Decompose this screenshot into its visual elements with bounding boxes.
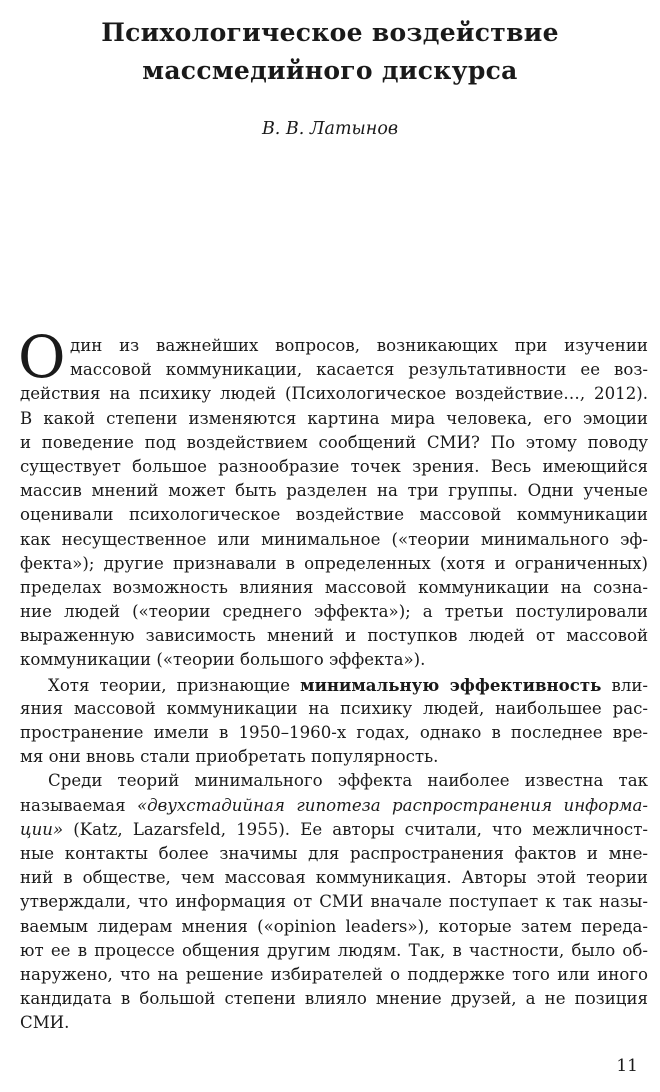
text-line xyxy=(20,673,648,697)
title-line-2: массмедийного дискурса xyxy=(142,56,518,85)
paragraph-1 xyxy=(18,323,648,673)
text-run: (Katz, Lazarsfeld, 1955). Ее авторы считали, что межличност- xyxy=(63,819,648,839)
text-line: наружено, что на решение избирателей о поддержке того или иного xyxy=(20,964,648,984)
text-line: массив мнений может быть разделен на три группы. Одни ученые xyxy=(20,481,648,501)
emphasis-italic: ции» xyxy=(20,819,64,839)
text-line: существует большое разнообразие точек зрения. Весь имеющийся xyxy=(20,456,648,476)
text-line: фекта»); другие признавали в определенных (хотя и ограниченных) xyxy=(20,553,648,573)
text-line: СМИ. xyxy=(20,1013,70,1033)
text-line: дин из важнейших вопросов, возникающих при изучении xyxy=(70,336,648,355)
text-line: яния массовой коммуникации на психику людей, наибольшее рас- xyxy=(20,698,648,718)
text-line: ваемым лидерам мнения («opinion leaders»), которые затем переда- xyxy=(20,916,648,936)
text-line: утверждали, что информация от СМИ вначале поступает к так назы- xyxy=(20,892,648,912)
paragraph-3 xyxy=(20,769,648,1035)
text-line xyxy=(20,818,648,842)
text-run: называемая xyxy=(20,795,137,815)
text-line xyxy=(20,794,648,818)
emphasis-italic: «двухстадийная гипотеза распространения информа- xyxy=(136,795,648,815)
text-line: выраженную зависимость мнений и поступков людей от массовой xyxy=(20,626,648,646)
text-line: пределах возможность влияния массовой коммуникации на созна- xyxy=(20,577,648,597)
title-line-1: Психологическое воздействие xyxy=(101,18,559,47)
text-line: массовой коммуникации, касается результативности ее воз- xyxy=(70,360,648,380)
emphasis-bold: минимальную эффективность xyxy=(300,674,602,695)
text-line: мя они вновь стали приобретать популярность. xyxy=(20,747,439,767)
text-line: оценивали психологическое воздействие массовой коммуникации xyxy=(20,505,648,525)
article-body xyxy=(18,323,648,1035)
text-run: вли- xyxy=(601,675,648,695)
text-line: В какой степени изменяются картина мира человека, его эмоции xyxy=(20,408,648,428)
text-line: действия на психику людей (Психологическое воздействие…, 2012). xyxy=(20,384,648,404)
text-line: ний в обществе, чем массовая коммуникация. Авторы этой теории xyxy=(20,868,648,888)
text-run: Хотя теории, признающие xyxy=(48,675,301,695)
text-line: ют ее в процессе общения другим людям. Так, в частности, было об- xyxy=(20,940,648,960)
text-line: ные контакты более значимы для распространения фактов и мне- xyxy=(20,843,648,863)
page-number: 11 xyxy=(616,1056,638,1076)
text-line: ние людей («теории среднего эффекта»); а третьи постулировали xyxy=(20,602,648,622)
text-line: Среди теорий минимального эффекта наиболее известна так xyxy=(48,771,648,791)
text-line: как несущественное или минимальное («теории минимального эф- xyxy=(20,529,648,549)
text-line: и поведение под воздействием сообщений СМИ? По этому поводу xyxy=(20,432,648,452)
article-author: В. В. Латынов xyxy=(261,119,399,139)
article-title xyxy=(30,14,630,90)
text-line: пространение имели в 1950–1960-х годах, однако в последнее вре- xyxy=(20,723,648,742)
text-line: коммуникации («теории большого эффекта»). xyxy=(20,650,426,670)
drop-cap: О xyxy=(18,323,66,391)
text-line: кандидата в большой степени влияло мнение друзей, а не позиция xyxy=(20,989,648,1009)
paragraph-2 xyxy=(20,673,648,770)
